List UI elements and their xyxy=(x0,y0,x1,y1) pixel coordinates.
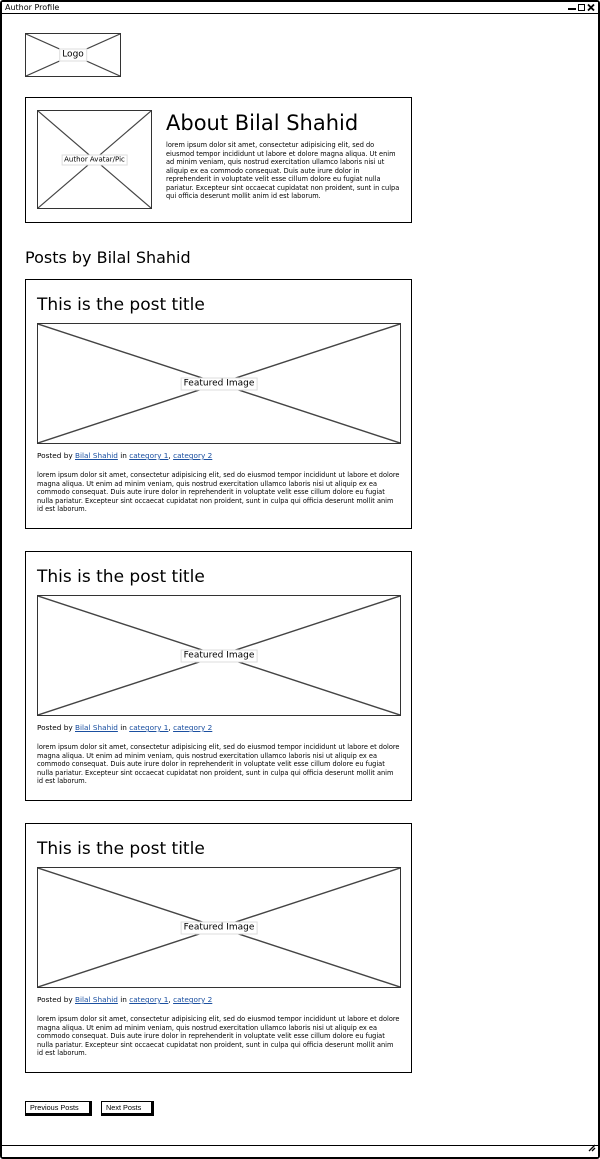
author-link[interactable]: Bilal Shahid xyxy=(75,723,118,732)
post-excerpt: lorem ipsum dolor sit amet, consectetur adipisicing elit, sed do eiusmod tempor incididunt ut labore et dolore magna aliqua. Ut enim ad minim veniam, quis nostrud exercitation ullamco laboris nisi ut aliquip ex ea commodo consequat. Duis aute irure dolor in reprehenderit in voluptate velit esse cillum dolore eu fugiat nulla pariatur. Excepteur sint occaecat cupidatat non proident, sunt in culpa qui officia deserunt mollit anim id est laborum. xyxy=(37,471,400,514)
logo-label: Logo xyxy=(59,49,87,62)
post-title[interactable]: This is the post title xyxy=(37,295,205,315)
about-text: lorem ipsum dolor sit amet, consectetur adipisicing elit, sed do eiusmod tempor incididunt ut labore et dolore magna aliqua. Ut enim ad minim veniam, quis nostrud exercitation ullamco laboris nisi ut aliquip ex ea commodo consequat. Duis aute irure dolor in reprehenderit in voluptate velit esse cillum dolore eu fugiat nulla pariatur. Excepteur sint occaecat cupidatat non proident, sunt in culpa qui officia deserunt mollit anim id est laborum. xyxy=(166,141,400,200)
author-link[interactable]: Bilal Shahid xyxy=(75,995,118,1004)
logo xyxy=(25,33,121,77)
featured-image[interactable] xyxy=(37,867,401,988)
avatar-label: Author Avatar/Pic xyxy=(61,154,128,165)
resize-grip-icon[interactable] xyxy=(588,1137,596,1156)
post-card xyxy=(25,279,412,529)
category-separator: , xyxy=(168,995,171,1004)
window-title: Author Profile xyxy=(5,3,60,12)
posted-by-text: Posted by xyxy=(37,723,73,732)
post-excerpt: lorem ipsum dolor sit amet, consectetur adipisicing elit, sed do eiusmod tempor incididunt ut labore et dolore magna aliqua. Ut enim ad minim veniam, quis nostrud exercitation ullamco laboris nisi ut aliquip ex ea commodo consequat. Duis aute irure dolor in reprehenderit in voluptate velit esse cillum dolore eu fugiat nulla pariatur. Excepteur sint occaecat cupidatat non proident, sunt in culpa qui officia deserunt mollit anim id est laborum. xyxy=(37,743,400,786)
featured-image[interactable] xyxy=(37,323,401,444)
category-1-link[interactable]: category 1 xyxy=(129,995,169,1004)
in-text: in xyxy=(120,723,127,732)
category-1-link[interactable]: category 1 xyxy=(129,451,169,460)
title-bar xyxy=(2,2,598,14)
category-2-link[interactable]: category 2 xyxy=(173,995,213,1004)
post-card xyxy=(25,551,412,801)
post-excerpt: lorem ipsum dolor sit amet, consectetur adipisicing elit, sed do eiusmod tempor incididunt ut labore et dolore magna aliqua. Ut enim ad minim veniam, quis nostrud exercitation ullamco laboris nisi ut aliquip ex ea commodo consequat. Duis aute irure dolor in reprehenderit in voluptate velit esse cillum dolore eu fugiat nulla pariatur. Excepteur sint occaecat cupidatat non proident, sunt in culpa qui officia deserunt mollit anim id est laborum. xyxy=(37,1015,400,1058)
post-meta xyxy=(37,995,212,1005)
category-separator: , xyxy=(168,451,171,460)
about-title: About Bilal Shahid xyxy=(166,111,359,135)
author-about-card xyxy=(25,97,412,223)
author-avatar xyxy=(37,110,152,209)
post-title[interactable]: This is the post title xyxy=(37,567,205,587)
featured-image-label: Featured Image xyxy=(181,921,258,934)
previous-posts-button[interactable]: Previous Posts xyxy=(25,1101,92,1116)
category-2-link[interactable]: category 2 xyxy=(173,723,213,732)
category-2-link[interactable]: category 2 xyxy=(173,451,213,460)
post-card xyxy=(25,823,412,1073)
featured-image-label: Featured Image xyxy=(181,377,258,390)
minimize-icon[interactable] xyxy=(568,3,576,12)
window-controls xyxy=(568,2,595,13)
in-text: in xyxy=(120,451,127,460)
featured-image-label: Featured Image xyxy=(181,649,258,662)
post-title[interactable]: This is the post title xyxy=(37,839,205,859)
post-meta xyxy=(37,723,212,733)
next-posts-button[interactable]: Next Posts xyxy=(101,1101,154,1116)
post-meta xyxy=(37,451,212,461)
category-1-link[interactable]: category 1 xyxy=(129,723,169,732)
posted-by-text: Posted by xyxy=(37,451,73,460)
close-icon[interactable] xyxy=(587,3,595,12)
featured-image[interactable] xyxy=(37,595,401,716)
status-bar xyxy=(2,1145,598,1157)
in-text: in xyxy=(120,995,127,1004)
maximize-icon[interactable] xyxy=(578,4,585,11)
category-separator: , xyxy=(168,723,171,732)
author-link[interactable]: Bilal Shahid xyxy=(75,451,118,460)
posted-by-text: Posted by xyxy=(37,995,73,1004)
posts-section-title: Posts by Bilal Shahid xyxy=(25,248,191,267)
